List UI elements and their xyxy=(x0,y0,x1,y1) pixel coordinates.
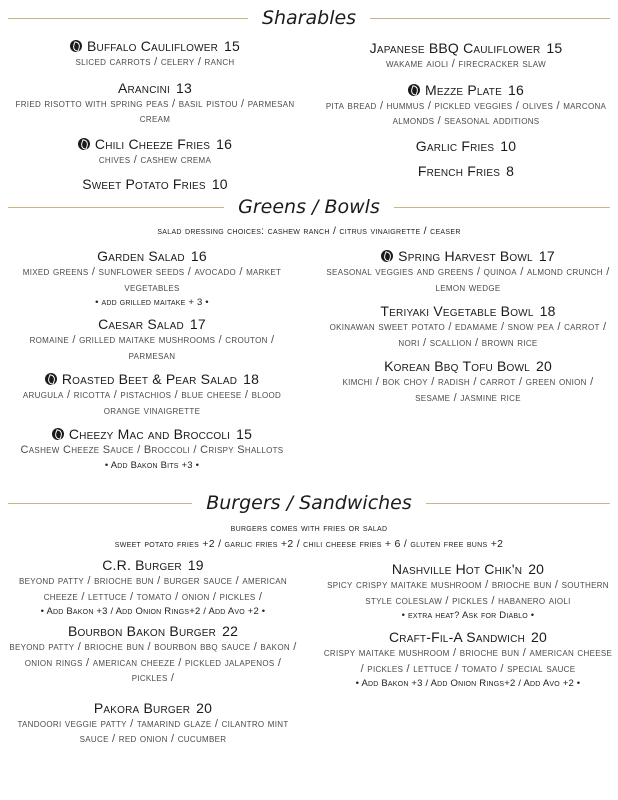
sharables-right-column xyxy=(320,39,612,180)
menu-item-price: 20 xyxy=(535,358,552,374)
divider-rule xyxy=(8,207,224,208)
menu-item-addon-note: • Add Bakon +3 / Add Onion Rings+2 / Add Avo +2 • xyxy=(40,606,266,617)
menu-item-title: Craft-Fil-A Sandwich xyxy=(389,629,526,645)
menu-item-title: Korean Bbq Tofu Bowl xyxy=(384,358,530,374)
menu-item-description: tandoori veggie patty / tamarind glaze / cilantro mint sauce / red onion / cucumber xyxy=(17,717,289,745)
menu-item-title: Arancini xyxy=(117,79,171,96)
menu-item-addon-note: • extra heat? Ask for Diablo • xyxy=(401,610,535,621)
menu-item-description: beyond patty / brioche bun / bourbon bbq sauce / bakon / onion rings / american cheeze / pickled jalapenos / pickles / xyxy=(9,641,297,684)
section-title-greens: Greens / Bowls xyxy=(238,196,380,218)
menu-item-price: 20 xyxy=(528,561,545,577)
menu-item-price: 20 xyxy=(531,629,547,645)
menu-item-name xyxy=(6,79,304,97)
dressing-choices: salad dressing choices: cashew ranch / citrus vinaigrette / ceaser xyxy=(157,225,461,237)
divider-rule xyxy=(394,207,610,208)
menu-item-price: 10 xyxy=(500,137,517,154)
menu-item xyxy=(326,357,610,406)
menu-item-price: 22 xyxy=(222,623,239,639)
menu-item-title: Roasted Beet & Pear Salad xyxy=(61,371,238,387)
menu-item xyxy=(322,560,614,622)
menu-item xyxy=(320,81,612,130)
menu-item-addon-note: • add grilled maitake + 3 • xyxy=(95,297,209,308)
menu-item-description: kimchi / bok choy / radish / carrot / green onion / sesame / jasmine rice xyxy=(342,376,594,404)
menu-item-title: Japanese BBQ Cauliflower xyxy=(369,40,541,56)
menu-item-title: Cheezy Mac and Broccoli xyxy=(68,426,231,442)
menu-item-addon-note: • Add Bakon +3 / Add Onion Rings+2 / Add Avo +2 • xyxy=(355,678,581,689)
menu-item-price: 15 xyxy=(546,40,563,56)
sharables-left-column xyxy=(6,37,304,193)
menu-item-description: crispy maitake mushroom / brioche bun / american cheese / pickles / lettuce / tomato / special sauce xyxy=(323,647,613,675)
menu-item-title: Garden Salad xyxy=(97,248,185,264)
menu-item-name xyxy=(8,622,298,640)
menu-item-title: Mezze Plate xyxy=(425,81,502,98)
menu-item-name xyxy=(8,699,298,717)
vegan-leaf-icon xyxy=(78,138,90,150)
menu-item-price: 8 xyxy=(506,162,515,179)
menu-item-description: pita bread / hummus / pickled veggies / olives / marcona almonds / seasonal additions xyxy=(325,99,607,127)
menu-item-title: Bourbon Bakon Burger xyxy=(67,623,217,639)
divider-rule xyxy=(426,503,610,504)
menu-item-description: beyond patty / brioche bun / burger sauce / american cheeze / lettuce / tomato / onion / pickles / xyxy=(18,575,287,603)
menu-item-title: Chili Cheeze Fries xyxy=(94,135,211,152)
menu-item-price: 16 xyxy=(190,248,207,264)
menu-item xyxy=(6,79,304,128)
menu-item-name xyxy=(326,357,610,375)
menu-item-title: Nashville Hot Chik'n xyxy=(391,561,523,577)
menu-item-title: Sweet Potato Fries xyxy=(82,176,206,192)
menu-item-description: chives / cashew crema xyxy=(98,153,212,166)
menu-item-title: Buffalo Cauliflower xyxy=(86,38,219,54)
menu-item-description: romaine / grilled maitake mushrooms / crouton / parmesan xyxy=(29,334,275,362)
menu-item-price: 18 xyxy=(243,371,260,387)
menu-item-name xyxy=(6,37,304,55)
greens-right-column xyxy=(326,247,610,406)
menu-item xyxy=(6,37,304,71)
section-header-burgers xyxy=(0,492,618,514)
menu-item-price: 18 xyxy=(539,303,556,319)
burgers-left-column xyxy=(8,556,298,748)
menu-item xyxy=(8,556,298,618)
menu-item xyxy=(320,39,612,73)
section-title-sharables: Sharables xyxy=(261,7,357,29)
menu-item xyxy=(326,247,610,296)
section-header-greens xyxy=(0,196,618,218)
menu-item-price: 17 xyxy=(189,316,206,332)
menu-item-price: 17 xyxy=(538,248,555,264)
menu-item xyxy=(8,622,298,687)
menu-item-name xyxy=(10,370,294,388)
menu-item-name xyxy=(6,175,304,193)
section-header-sharables xyxy=(0,7,618,29)
vegan-leaf-icon xyxy=(381,250,393,262)
menu-item-price: 13 xyxy=(176,79,193,96)
menu-item-description: wakame aioli / firecracker slaw xyxy=(385,58,546,70)
menu-item-description: sliced carrots / celery / ranch xyxy=(75,56,235,68)
vegan-leaf-icon xyxy=(52,428,64,440)
menu-item-name xyxy=(320,162,612,180)
menu-item-description: fried risotto with spring peas / basil pistou / parmesan cream xyxy=(15,97,295,125)
menu-item xyxy=(326,302,610,351)
menu-item-name xyxy=(322,628,614,646)
menu-item-price: 19 xyxy=(187,557,204,573)
menu-item-description: arugula / ricotta / pistachios / blue cheese / blood orange vinaigrette xyxy=(22,389,282,417)
menu-item-price: 20 xyxy=(196,699,213,716)
vegan-leaf-icon xyxy=(45,373,57,385)
menu-item-name xyxy=(6,135,304,153)
menu-item-name xyxy=(322,560,614,578)
burger-upgrades-note: sweet potato fries +2 / garlic fries +2 / chili cheese fries + 6 / gluten free buns +2 xyxy=(114,538,504,550)
menu-item-addon-note: • Add Bakon Bits +3 • xyxy=(104,459,200,471)
menu-item-price: 16 xyxy=(216,135,233,152)
menu-item-title: Caesar Salad xyxy=(98,316,184,332)
menu-item-price: 15 xyxy=(236,426,253,442)
menu-item-title: French Fries xyxy=(417,162,501,179)
divider-rule xyxy=(8,18,248,19)
menu-item-name xyxy=(326,302,610,320)
burger-sides-note: burgers comes with fries or salad xyxy=(230,522,388,534)
menu-item xyxy=(8,699,298,748)
menu-item-description: seasonal veggies and greens / quinoa / almond crunch / lemon wedge xyxy=(326,266,610,294)
menu-item-title: Spring Harvest Bowl xyxy=(398,248,533,264)
menu-item xyxy=(10,247,294,309)
menu-item-description: mixed greens / sunflower seeds / avocado / market vegetables xyxy=(22,266,282,294)
menu-item-name xyxy=(10,247,294,265)
vegan-leaf-icon xyxy=(408,84,420,96)
menu-item-description: okinawan sweet potato / edamame / snow pea / carrot / nori / scallion / brown rice xyxy=(329,321,607,349)
menu-item-title: Garlic Fries xyxy=(415,137,495,154)
menu-item xyxy=(10,315,294,364)
menu-item xyxy=(320,162,612,180)
menu-item xyxy=(320,137,612,155)
menu-item-name xyxy=(326,247,610,265)
greens-left-column xyxy=(10,247,294,472)
menu-item-description: spicy crispy maitake mushroom / brioche bun / southern style coleslaw / pickles / habanero aioli xyxy=(327,579,609,607)
menu-item xyxy=(10,425,294,472)
menu-item xyxy=(322,628,614,690)
menu-item-name xyxy=(320,39,612,57)
divider-rule xyxy=(370,18,610,19)
menu-item-description: Cashew Cheeze Sauce / Broccoli / Crispy Shallots xyxy=(20,444,284,456)
menu-item-price: 10 xyxy=(211,176,228,192)
section-title-burgers: Burgers / Sandwiches xyxy=(206,492,412,514)
burgers-right-column xyxy=(322,560,614,690)
menu-item xyxy=(6,175,304,193)
menu-item-name xyxy=(10,425,294,443)
menu-item-name xyxy=(320,81,612,99)
menu-item-title: C.R. Burger xyxy=(102,557,182,573)
divider-rule xyxy=(8,503,192,504)
menu-item-price: 15 xyxy=(224,38,241,54)
menu-item-name xyxy=(8,556,298,574)
menu-item-title: Pakora Burger xyxy=(93,699,191,716)
menu-item-name xyxy=(320,137,612,155)
menu-item xyxy=(6,135,304,169)
menu-item-name xyxy=(10,315,294,333)
menu-item xyxy=(10,370,294,419)
menu-item-title: Teriyaki Vegetable Bowl xyxy=(380,303,534,319)
vegan-leaf-icon xyxy=(70,40,82,52)
menu-item-price: 16 xyxy=(507,81,524,98)
